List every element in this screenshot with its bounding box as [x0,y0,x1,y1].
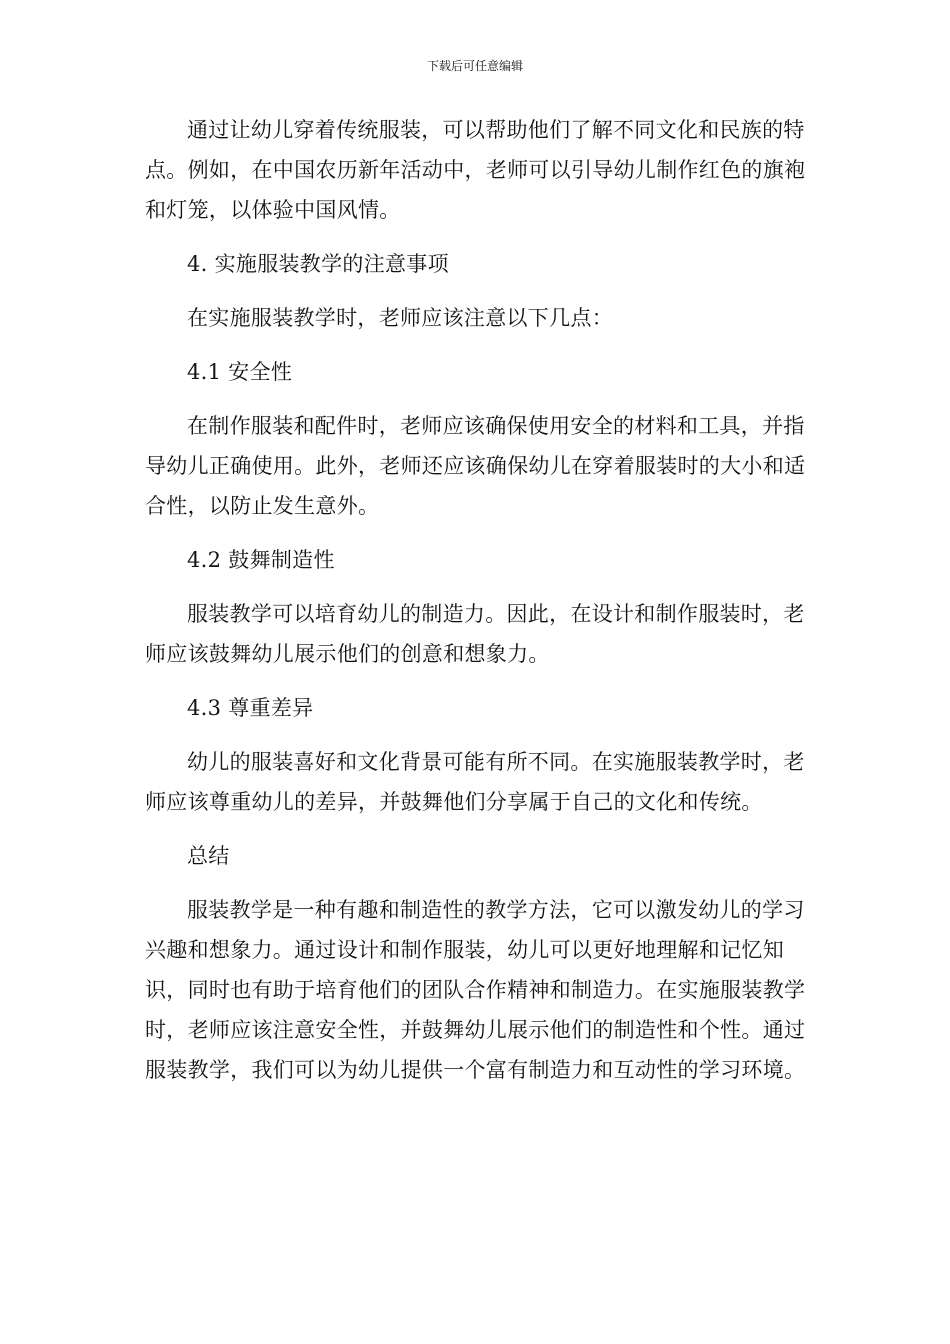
section-heading-4: 4. 实施服装教学的注意事项 [187,252,449,276]
paragraph-respect-differences: 幼儿的服装喜好和文化背景可能有所不同。在实施服装教学时，老师应该尊重幼儿的差异，并鼓舞他们分享属于自己的文化和传统。 [145,750,805,814]
subheading-4-1: 4.1 安全性 [187,360,293,384]
paragraph-intro-points: 在实施服装教学时，老师应该注意以下几点： [187,306,613,330]
paragraph-traditional-costume: 通过让幼儿穿着传统服装，可以帮助他们了解不同文化和民族的特点。例如，在中国农历新年活动中，老师可以引导幼儿制作红色的旗袍和灯笼，以体验中国风情。 [145,118,806,222]
paragraph-creativity: 服装教学可以培育幼儿的制造力。因此，在设计和制作服装时，老师应该鼓舞幼儿展示他们的创意和想象力。 [145,602,805,666]
subheading-4-3: 4.3 尊重差异 [187,696,314,720]
paragraph-summary: 服装教学是一种有趣和制造性的教学方法，它可以激发幼儿的学习兴趣和想象力。通过设计和制作服装，幼儿可以更好地理解和记忆知识，同时也有助于培育他们的团队合作精神和制造力。在实施服装教学时，老师应该注意安全性，并鼓舞幼儿展示他们的制造性和个性。通过服装教学，我们可以为幼儿提供一个富有制造力和互动性的学习环境。 [145,898,806,1082]
subheading-4-2: 4.2 鼓舞制造性 [187,548,335,572]
page-header: 下载后可任意编辑 [426,59,523,73]
paragraph-safety: 在制作服装和配件时，老师应该确保使用安全的材料和工具，并指导幼儿正确使用。此外，老师还应该确保幼儿在穿着服装时的大小和适合性，以防止发生意外。 [145,414,806,518]
heading-summary: 总结 [187,844,230,868]
document-body [145,110,810,1090]
